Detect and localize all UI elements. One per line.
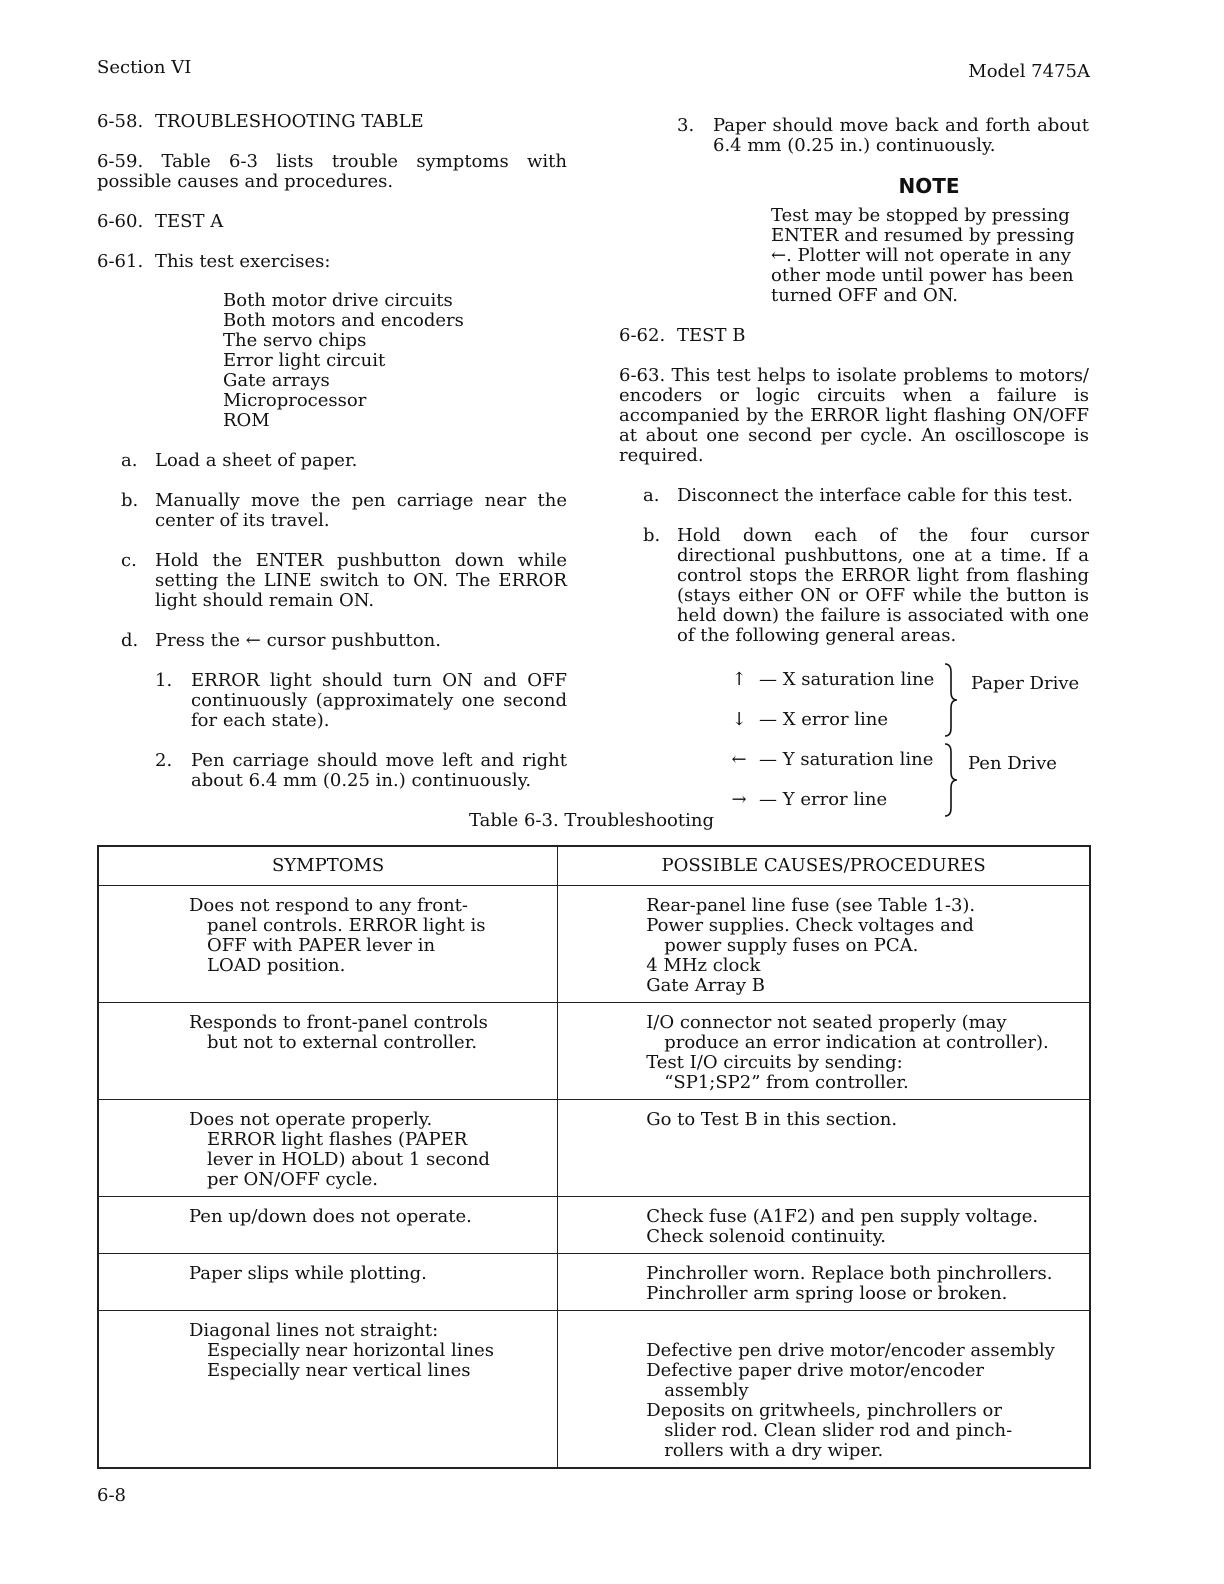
cell-line: slider rod. Clean slider rod and pinch-: [664, 1420, 1013, 1441]
causes-cell: [558, 1311, 1090, 1469]
cell-line: Test I/O circuits by sending:: [646, 1052, 903, 1073]
down-arrow-icon: ↓: [731, 709, 747, 730]
table-header-row: [98, 846, 1090, 886]
exercise-item: Both motors and encoders: [223, 310, 464, 331]
cell-line: OFF with PAPER lever in: [207, 935, 436, 956]
table-row: [98, 1197, 1090, 1254]
right-column: [619, 116, 1089, 820]
step-text: Manually move the pen carriage near the center of its travel.: [155, 490, 567, 531]
heading-title: TEST A: [155, 211, 224, 232]
step-text: Load a sheet of paper.: [155, 450, 358, 471]
signal-row: [619, 700, 1089, 740]
substep-3: [677, 116, 1089, 156]
cell-line: lever in HOLD) about 1 second: [207, 1149, 490, 1170]
paragraph-number: 6-61.: [97, 251, 144, 272]
heading-title: TROUBLESHOOTING TABLE: [155, 111, 424, 132]
cell-line: produce an error indication at controller).: [664, 1032, 1049, 1053]
cell-line: Diagonal lines not straight:: [189, 1320, 439, 1341]
cell-line: Defective pen drive motor/encoder assembly: [646, 1340, 1055, 1361]
step-letter: a.: [121, 450, 138, 471]
cell-line: assembly: [664, 1380, 749, 1401]
left-arrow-icon: ←: [731, 749, 747, 770]
symptom-cell: [98, 1100, 558, 1197]
cell-line: Pinchroller arm spring loose or broken.: [646, 1283, 1008, 1304]
signal-label: — X saturation line: [759, 669, 935, 690]
cell-line: Gate Array B: [646, 975, 765, 996]
heading-title: TEST B: [677, 325, 746, 346]
cell-line: ERROR light flashes (PAPER: [207, 1129, 468, 1150]
cell-line: 4 MHz clock: [646, 955, 761, 976]
step-letter: a.: [643, 485, 660, 506]
substep-number: 1.: [155, 670, 173, 691]
signal-list: [619, 660, 1089, 820]
substep-1: [155, 671, 567, 731]
symptom-cell: [98, 1254, 558, 1311]
step-letter: c.: [121, 550, 137, 571]
cell-line: rollers with a dry wiper.: [664, 1440, 884, 1461]
symptom-cell: [98, 886, 558, 1003]
troubleshooting-table: [97, 845, 1091, 1469]
cell-line: Pen up/down does not operate.: [189, 1206, 472, 1227]
step-letter: d.: [121, 630, 139, 651]
cell-line: Power supplies. Check voltages and: [646, 915, 974, 936]
cell-line: Especially near vertical lines: [207, 1360, 471, 1381]
exercise-item: Microprocessor: [223, 390, 367, 411]
exercise-item: Error light circuit: [223, 350, 386, 371]
left-column: [97, 112, 567, 811]
causes-cell: [558, 1100, 1090, 1197]
cell-line: but not to external controller.: [207, 1032, 478, 1053]
heading-6-60: [97, 212, 567, 232]
step-letter: b.: [121, 490, 139, 511]
cell-line: panel controls. ERROR light is: [207, 915, 486, 936]
signal-label: — Y saturation line: [759, 749, 934, 770]
cell-line: Pinchroller worn. Replace both pinchrollers.: [646, 1263, 1053, 1284]
cell-line: “SP1;SP2” from controller.: [664, 1072, 909, 1093]
up-arrow-icon: ↑: [731, 669, 747, 690]
model-header: Model 7475A: [968, 61, 1090, 82]
page-number: 6-8: [97, 1485, 126, 1506]
causes-cell: [558, 1003, 1090, 1100]
exercise-item: The servo chips: [223, 330, 367, 351]
group-label-paper-drive: Paper Drive: [971, 673, 1080, 694]
step-text: Disconnect the interface cable for this test.: [677, 485, 1074, 506]
cell-line: I/O connector not seated properly (may: [646, 1012, 1007, 1033]
substep-text: Pen carriage should move left and right about 6.4 mm (0.25 in.) continuously.: [191, 750, 567, 791]
signal-label: — X error line: [759, 709, 889, 730]
table-row: [98, 1254, 1090, 1311]
cell-line: power supply fuses on PCA.: [664, 935, 919, 956]
brace-pen-drive: [941, 742, 961, 818]
heading-6-58: [97, 112, 567, 132]
step-text: Hold down each of the four cursor directional pushbuttons, one at a time. If a control stops the ERROR light from flashing (stays either ON or OFF while the button is held down) the failure is associated with one of the following general areas.: [677, 525, 1089, 646]
substep-text: ERROR light should turn ON and OFF continuously (approximately one second for each state).: [191, 670, 567, 731]
table-row: [98, 1311, 1090, 1469]
cell-line: Go to Test B in this section.: [646, 1109, 898, 1130]
paragraph-6-63: 6-63. This test helps to isolate problems to motors/ encoders or logic circuits when a failure is accompanied by the ERROR light flashing ON/OFF at about one second per cycle. An oscilloscope is required.: [619, 365, 1089, 466]
column-header-causes: POSSIBLE CAUSES/PROCEDURES: [558, 846, 1090, 886]
paragraph-6-61: [97, 252, 567, 272]
step-letter: b.: [643, 525, 661, 546]
cell-line: Check fuse (A1F2) and pen supply voltage.: [646, 1206, 1039, 1227]
exercise-item: ROM: [223, 410, 270, 431]
cell-line: LOAD position.: [207, 955, 346, 976]
step-text: Press the ← cursor pushbutton.: [155, 630, 441, 651]
section-header: Section VI: [97, 57, 192, 78]
symptom-cell: [98, 1197, 558, 1254]
table-row: [98, 886, 1090, 1003]
substep-text: Paper should move back and forth about 6.4 mm (0.25 in.) continuously.: [713, 115, 1089, 156]
causes-cell: [558, 886, 1090, 1003]
brace-paper-drive: [941, 662, 961, 738]
symptom-cell: [98, 1003, 558, 1100]
step-d: [97, 631, 567, 651]
symptom-cell: [98, 1311, 558, 1469]
substep-number: 2.: [155, 750, 173, 771]
cell-line: per ON/OFF cycle.: [207, 1169, 378, 1190]
cell-line: Deposits on gritwheels, pinchrollers or: [646, 1400, 1002, 1421]
exercise-list: [97, 291, 567, 431]
table-caption: Table 6-3. Troubleshooting: [468, 810, 714, 831]
step-c: [97, 551, 567, 611]
testb-step-a: [619, 486, 1089, 506]
column-header-symptoms: SYMPTOMS: [98, 846, 558, 886]
paragraph-text: This test exercises:: [155, 251, 331, 272]
cell-line: Does not operate properly.: [189, 1109, 433, 1130]
exercise-item: Gate arrays: [223, 370, 330, 391]
cell-line: Rear-panel line fuse (see Table 1-3).: [646, 895, 976, 916]
cell-line: Especially near horizontal lines: [207, 1340, 494, 1361]
paragraph-number: 6-62.: [619, 325, 666, 346]
cell-line: Defective paper drive motor/encoder: [646, 1360, 984, 1381]
cell-line: Check solenoid continuity.: [646, 1226, 887, 1247]
table-row: [98, 1100, 1090, 1197]
right-arrow-icon: →: [731, 789, 747, 810]
exercise-item: Both motor drive circuits: [223, 290, 453, 311]
step-b: [97, 491, 567, 531]
paragraph-number: 6-58.: [97, 111, 144, 132]
note-title: NOTE: [898, 174, 960, 198]
group-label-pen-drive: Pen Drive: [968, 753, 1057, 774]
note-text: Test may be stopped by pressing ENTER and resumed by pressing ←. Plotter will not operate in any other mode until power has been turned OFF and ON.: [771, 205, 1075, 306]
causes-cell: [558, 1254, 1090, 1311]
cell-line: Does not respond to any front-: [189, 895, 468, 916]
table-row: [98, 1003, 1090, 1100]
testb-step-b: [619, 526, 1089, 646]
paragraph-6-59: 6-59. Table 6-3 lists trouble symptoms with possible causes and procedures.: [97, 151, 567, 192]
cell-line: Responds to front-panel controls: [189, 1012, 488, 1033]
substep-2: [155, 751, 567, 791]
causes-cell: [558, 1197, 1090, 1254]
signal-label: — Y error line: [759, 789, 888, 810]
step-a: [97, 451, 567, 471]
cell-line: [646, 1321, 1089, 1341]
heading-6-62: [619, 326, 1089, 346]
substep-number: 3.: [677, 115, 695, 136]
cell-line: Paper slips while plotting.: [189, 1263, 427, 1284]
paragraph-number: 6-60.: [97, 211, 144, 232]
step-text: Hold the ENTER pushbutton down while setting the LINE switch to ON. The ERROR light should remain ON.: [155, 550, 567, 611]
